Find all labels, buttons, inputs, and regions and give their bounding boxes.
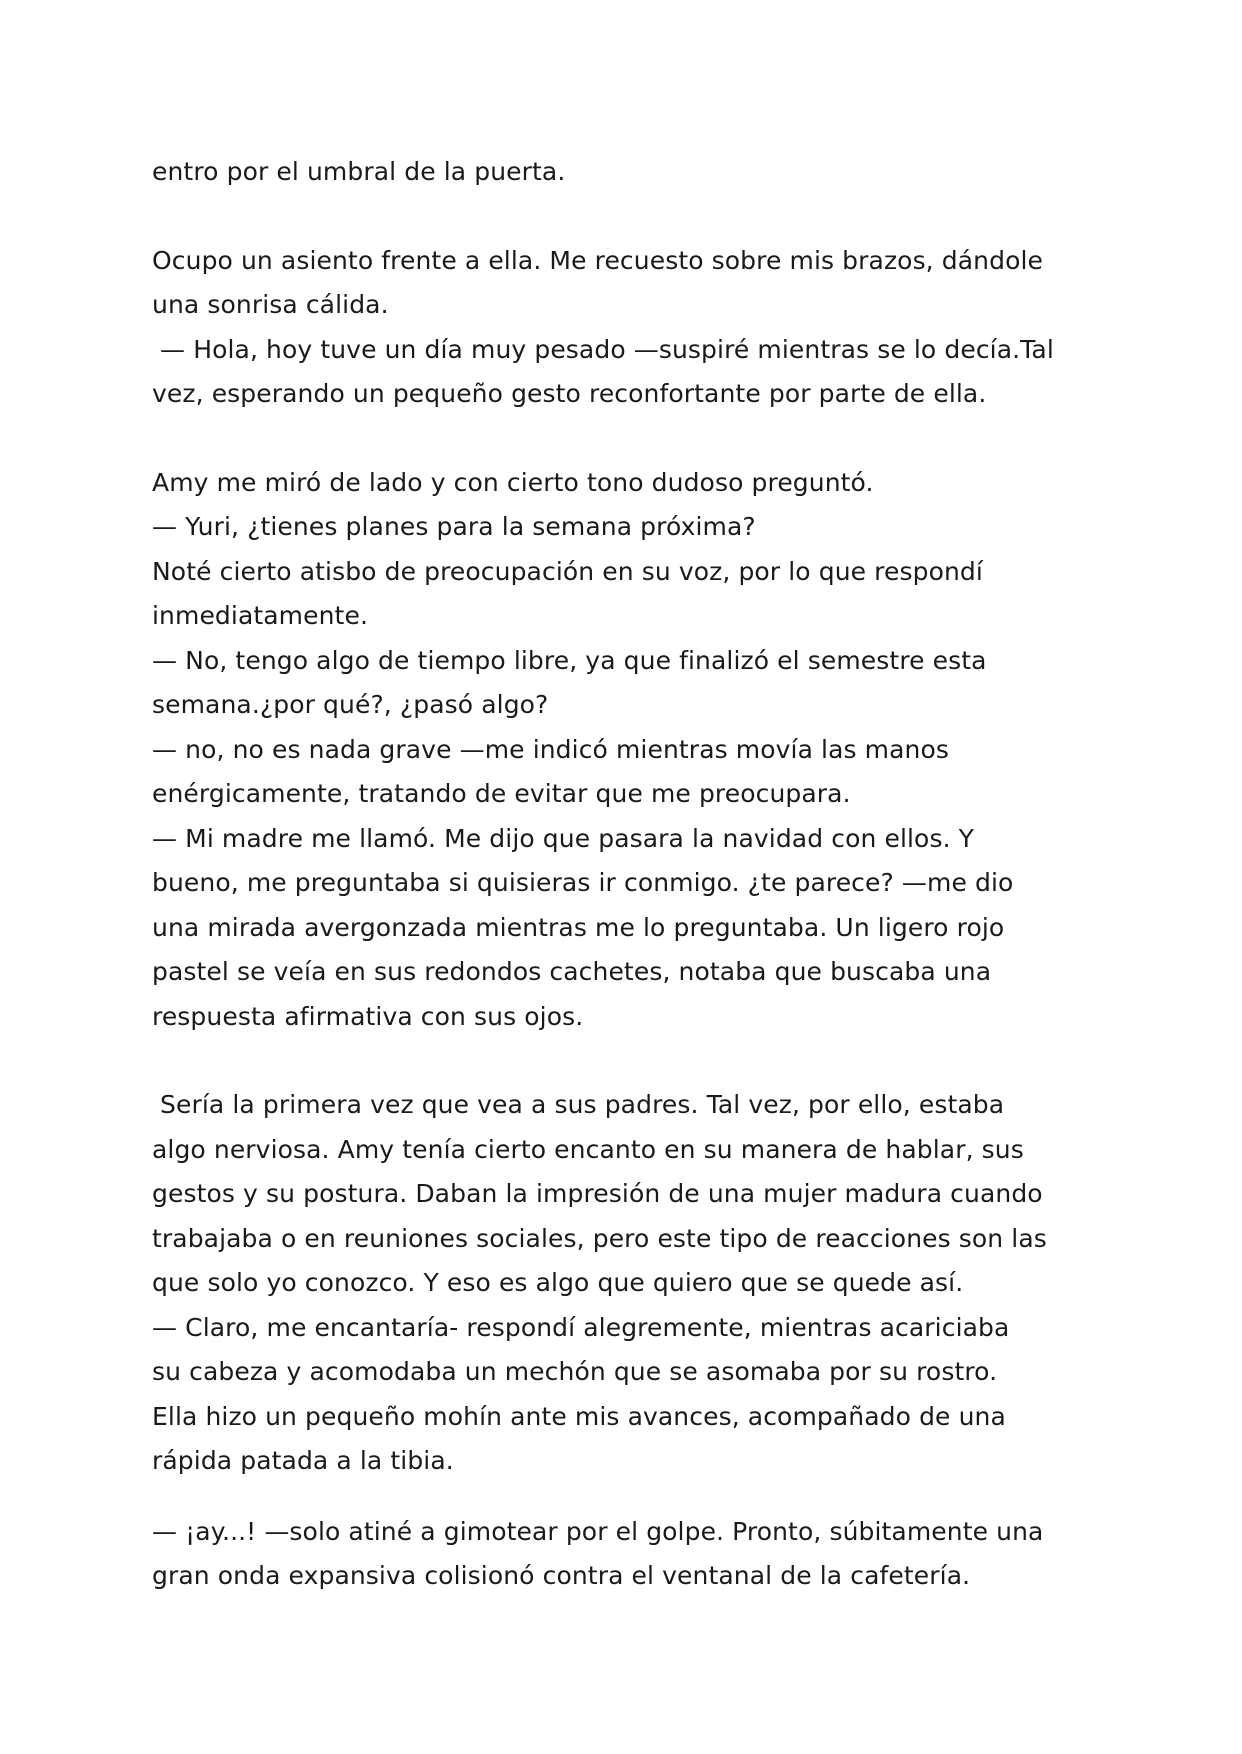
text-line: Ella hizo un pequeño mohín ante mis avances, acompañado de una	[152, 1401, 1006, 1431]
text-line: — Mi madre me llamó. Me dijo que pasara la navidad con ellos. Y	[152, 823, 975, 853]
text-line: gran onda expansiva colisionó contra el ventanal de la cafetería.	[152, 1561, 971, 1590]
text-line: su cabeza y acomodaba un mechón que se asomaba por su rostro.	[152, 1357, 998, 1386]
paragraph-4	[152, 1083, 1112, 1484]
text-line: — Yuri, ¿tienes planes para la semana próxima?	[152, 512, 756, 541]
text-line: — No, tengo algo de tiempo libre, ya que finalizó el semestre esta	[152, 645, 987, 675]
text-line: que solo yo conozco. Y eso es algo que quiero que se quede así.	[152, 1268, 964, 1297]
text-line: una sonrisa cálida.	[152, 290, 389, 319]
text-line: vez, esperando un pequeño gesto reconfortante por parte de ella.	[152, 379, 987, 408]
text-line: Ocupo un asiento frente a ella. Me recuesto sobre mis brazos, dándole	[152, 245, 1044, 275]
text-line: respuesta afirmativa con sus ojos.	[152, 1001, 584, 1031]
text-line: una mirada avergonzada mientras me lo preguntaba. Un ligero rojo	[152, 912, 1005, 942]
text-line: gestos y su postura. Daban la impresión de una mujer madura cuando	[152, 1179, 1043, 1208]
text-line: — Hola, hoy tuve un día muy pesado —suspiré mientras se lo decía.Tal	[152, 334, 1054, 364]
paragraph-2	[152, 239, 1112, 417]
text-line: — ¡ay...! —solo atiné a gimotear por el golpe. Pronto, súbitamente una	[152, 1516, 1044, 1546]
text-line: — Claro, me encantaría- respondí alegremente, mientras acariciaba	[152, 1312, 1010, 1342]
text-line: algo nerviosa. Amy tenía cierto encanto en su manera de hablar, sus	[152, 1134, 1024, 1164]
paragraph-5	[152, 1510, 1112, 1599]
text-line: inmediatamente.	[152, 601, 368, 630]
paragraph-3	[152, 461, 1112, 1040]
text-line: Sería la primera vez que vea a sus padres. Tal vez, por ello, estaba	[152, 1090, 1005, 1119]
text-line: bueno, me preguntaba si quisieras ir conmigo. ¿te parece? —me dio	[152, 868, 1014, 897]
paragraph-1	[152, 150, 1112, 195]
text-line: Noté cierto atisbo de preocupación en su voz, por lo que respondí	[152, 556, 983, 586]
text-line: semana.¿por qué?, ¿pasó algo?	[152, 690, 549, 719]
text-line: pastel se veía en sus redondos cachetes, notaba que buscaba una	[152, 957, 992, 986]
text-line: Amy me miró de lado y con cierto tono dudoso preguntó.	[152, 467, 874, 497]
text-line: trabajaba o en reuniones sociales, pero este tipo de reacciones son las	[152, 1223, 1047, 1253]
text-line: rápida patada a la tibia.	[152, 1446, 454, 1475]
text-line: enérgicamente, tratando de evitar que me preocupara.	[152, 779, 851, 808]
text-line: entro por el umbral de la puerta.	[152, 157, 566, 186]
text-line: — no, no es nada grave —me indicó mientras movía las manos	[152, 734, 950, 764]
body-text	[152, 150, 1112, 1599]
